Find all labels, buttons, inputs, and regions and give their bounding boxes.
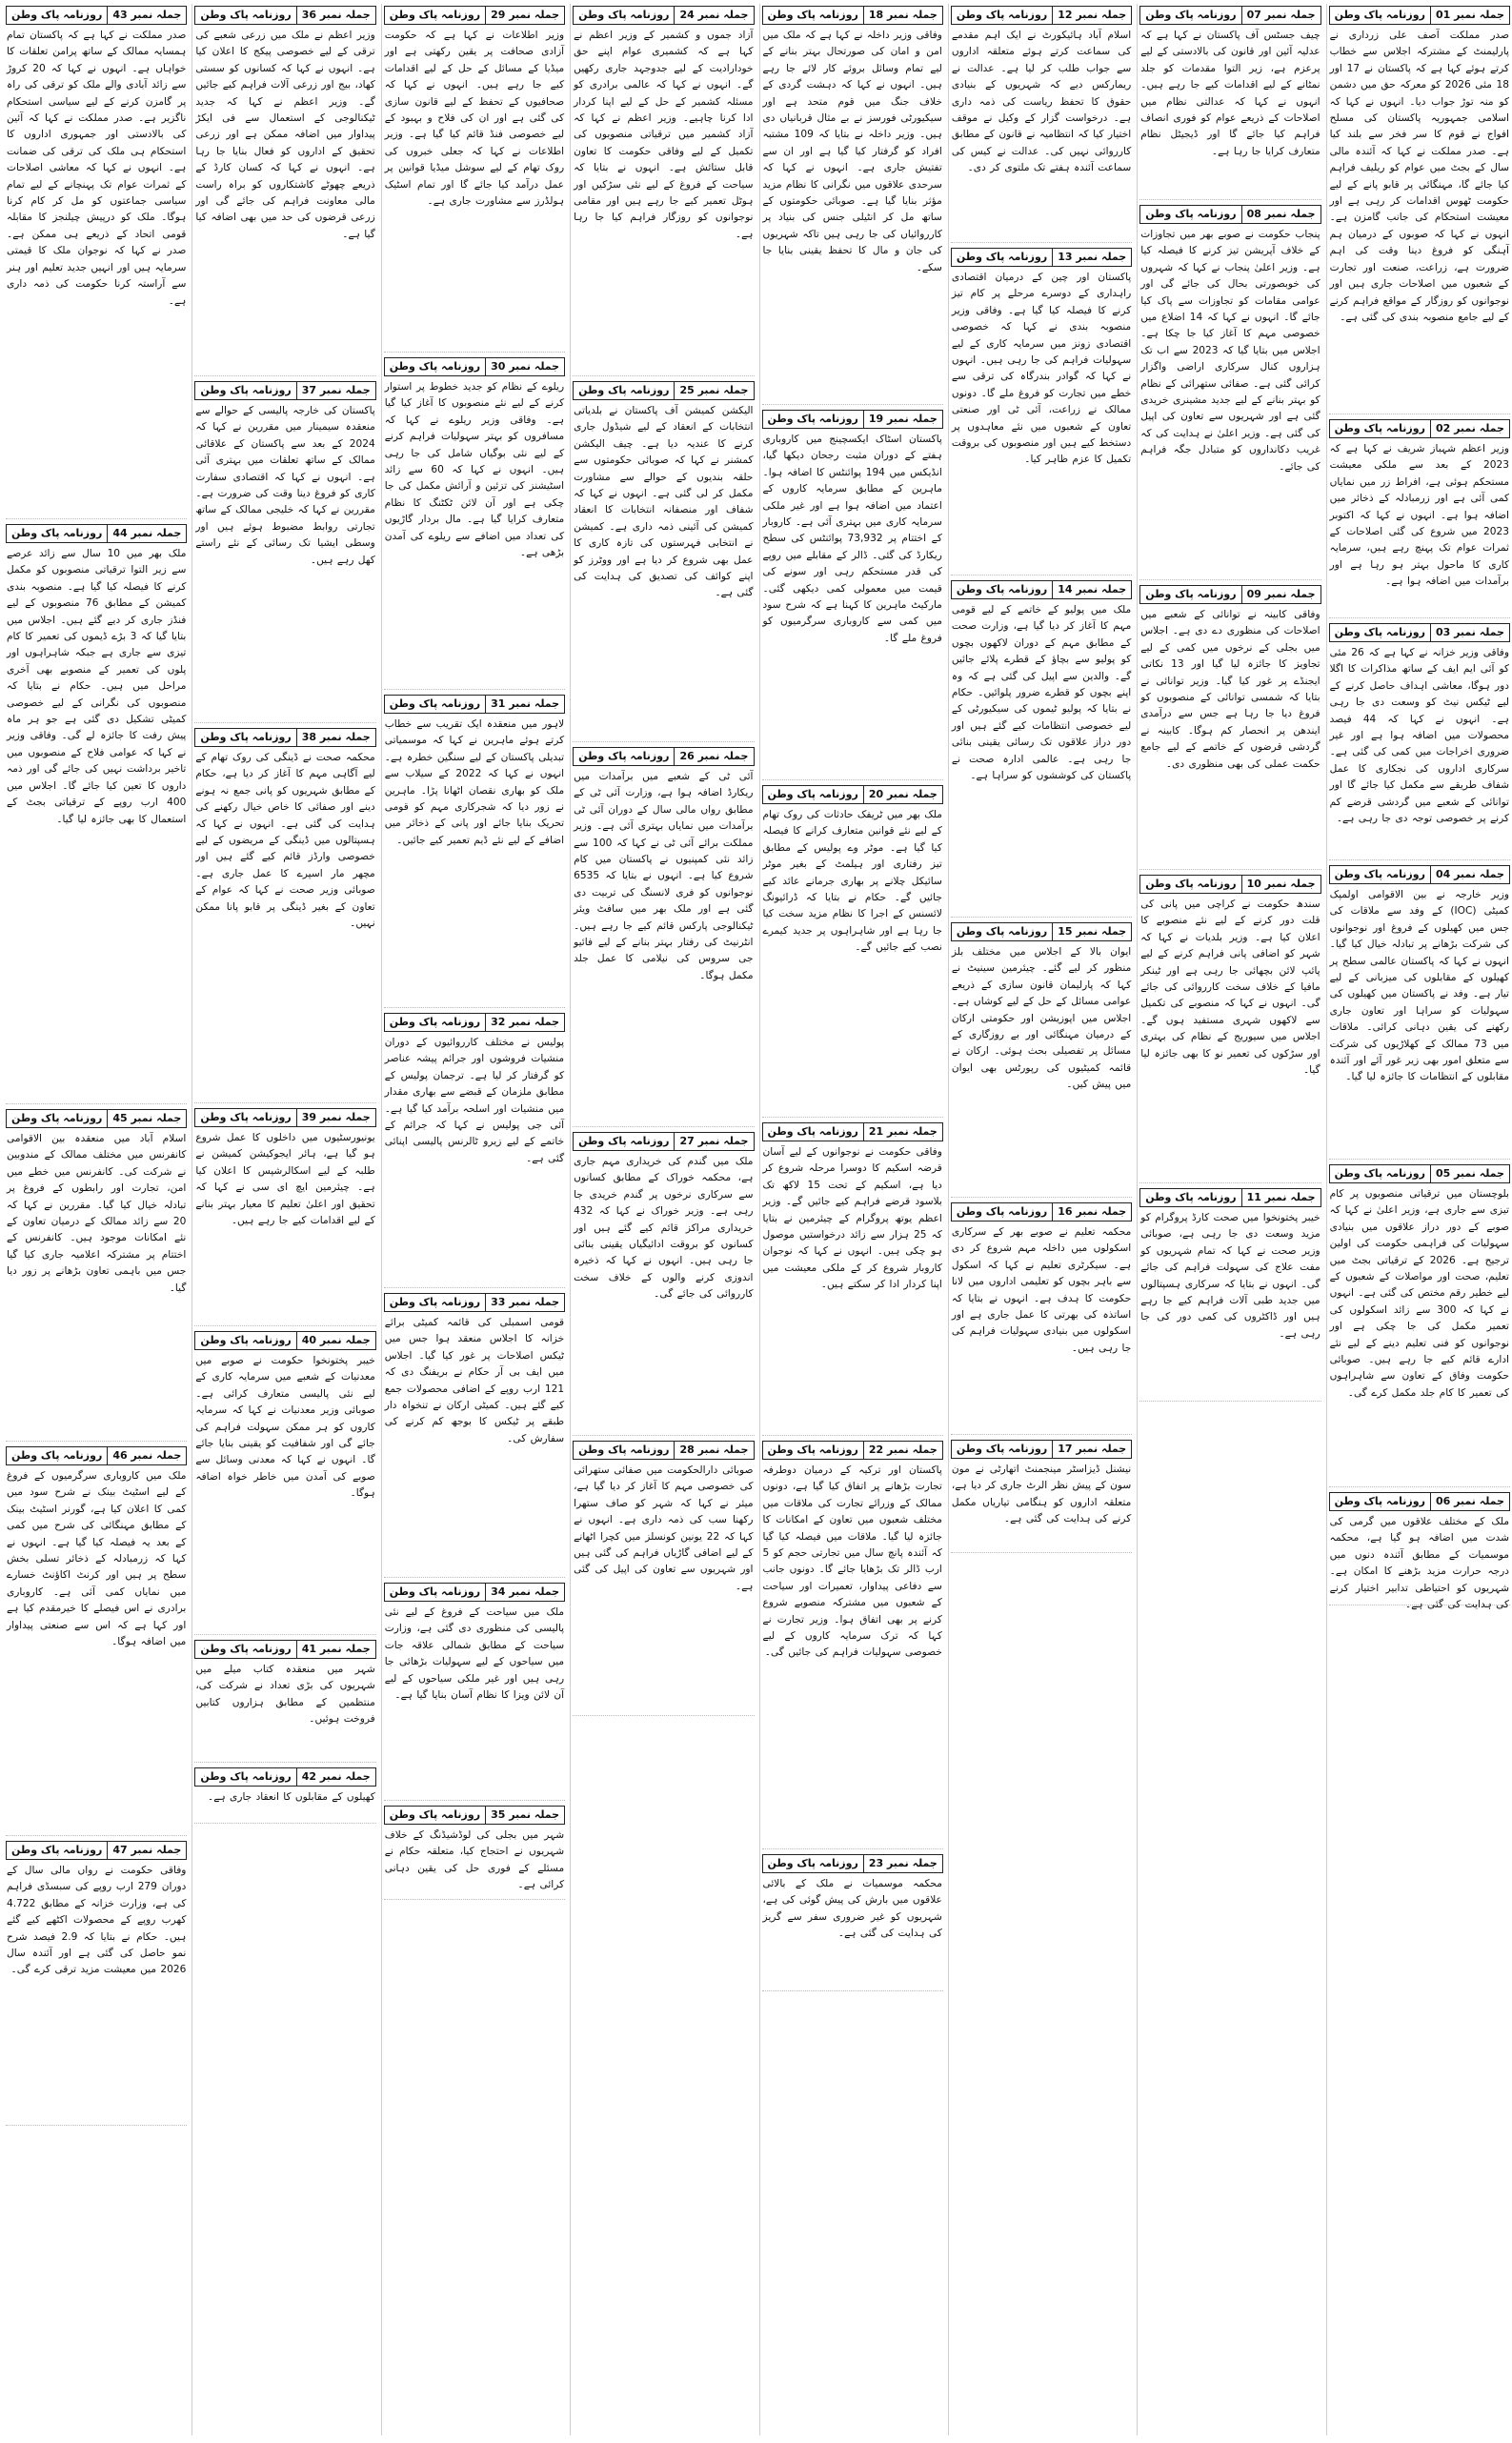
- news-clip: [384, 355, 565, 690]
- clip-header: [6, 1841, 187, 1860]
- news-clip: [384, 1291, 565, 1578]
- clip-text: ملک میں گندم کی خریداری مہم جاری ہے، محکمہ خوراک کے مطابق کسانوں سے سرکاری نرخوں پر گندم خریدی جا رہی ہے۔ وزیر خوراک نے کہا کہ 432 خریداری مراکز قائم کیے گئے ہیں اور کسانوں کو بروقت ادائیگیاں یقینی بنائی جا رہی ہیں۔ انہوں نے کہا کہ ذخیرہ اندوزی کرنے والوں کے خلاف سخت کارروائی کی جائے گی۔: [574, 1156, 754, 1301]
- clip-header: [194, 728, 375, 747]
- clip-header: [1139, 6, 1320, 25]
- clip-number: جملہ نمبر 16: [1052, 1203, 1131, 1221]
- clip-header: [6, 1446, 187, 1465]
- clip-header: [573, 381, 754, 400]
- clip-text: شہر میں منعقدہ کتاب میلے میں شہریوں کی بڑی تعداد نے شرکت کی، منتظمین کے مطابق ہزاروں کتابیں فروخت ہوئیں۔: [195, 1664, 375, 1726]
- news-clip: [951, 920, 1132, 1198]
- clip-text: صوبائی دارالحکومت میں صفائی ستھرائی کی خصوصی مہم کا آغاز کر دیا گیا ہے، میئر نے کہا کہ شہر کو صاف ستھرا رکھنا سب کی ذمہ داری ہے۔ انہوں نے کہا کہ 22 یونین کونسلز میں کچرا اٹھانے کے لیے اضافی گاڑیاں فراہم کی گئی ہیں اور شہریوں سے تعاون کی اپیل کی گئی ہے۔: [574, 1464, 754, 1592]
- news-clip: [1139, 583, 1320, 870]
- clip-number: جملہ نمبر 44: [107, 525, 186, 542]
- newspaper-name: روزنامہ پاک وطن: [1334, 1167, 1425, 1180]
- clip-number: جملہ نمبر 38: [296, 729, 375, 746]
- clip-number: جملہ نمبر 18: [863, 7, 942, 24]
- newspaper-name: روزنامہ پاک وطن: [11, 1449, 103, 1462]
- clip-header: [1139, 875, 1320, 894]
- clip-number: جملہ نمبر 06: [1430, 1493, 1509, 1510]
- clip-text: ملک میں کاروباری سرگرمیوں کے فروغ کے لیے اسٹیٹ بینک نے شرح سود میں کمی کا اعلان کیا ہے، گورنر اسٹیٹ بینک کے مطابق مہنگائی کی شرح میں کمی کے بعد یہ فیصلہ کیا گیا ہے۔ انہوں نے کہا کہ زرمبادلہ کے ذخائر تسلی بخش سطح پر ہیں اور کرنٹ اکاؤنٹ خسارے میں نمایاں کمی آئی ہے۔ کاروباری برادری نے اس فیصلے کا خیرمقدم کیا ہے اور کہا ہے کہ اس سے صنعتی پیداوار میں اضافہ ہوگا۔: [7, 1470, 187, 1648]
- news-clip: [6, 1107, 187, 1442]
- clip-number: جملہ نمبر 26: [674, 748, 753, 765]
- clip-header: [1329, 623, 1510, 642]
- news-clip: [194, 4, 375, 376]
- news-clip: [1329, 1490, 1510, 1611]
- clip-text: وفاقی حکومت نے نوجوانوں کے لیے آسان قرضہ اسکیم کا دوسرا مرحلہ شروع کر دیا ہے، اسکیم کے تحت 15 لاکھ تک بلاسود قرضے فراہم کیے جائیں گے۔ وزیر اعظم یوتھ پروگرام کے چیئرمین نے بتایا کہ 25 ہزار سے زائد درخواستیں موصول ہو چکی ہیں۔ انہوں نے کہا کہ نوجوان کاروبار شروع کر کے ملکی معیشت میں اپنا کردار ادا کر سکتے ہیں۔: [762, 1146, 942, 1291]
- clip-text: شہر میں بجلی کی لوڈشیڈنگ کے خلاف شہریوں نے احتجاج کیا، متعلقہ حکام نے مسئلے کے فوری حل کی یقین دہانی کرائی ہے۔: [384, 1829, 565, 1891]
- column-8: [1326, 4, 1512, 2435]
- clip-number: جملہ نمبر 29: [485, 7, 564, 24]
- clip-text: کھیلوں کے مقابلوں کا انعقاد جاری ہے۔: [208, 1791, 375, 1803]
- news-clip: [573, 4, 754, 376]
- newspaper-name: روزنامہ پاک وطن: [389, 360, 481, 373]
- news-clip: [384, 1804, 565, 1900]
- news-clip: [762, 1852, 943, 1991]
- clip-number: جملہ نمبر 23: [863, 1855, 942, 1872]
- newspaper-name: روزنامہ پاک وطن: [1334, 422, 1425, 434]
- clip-header: [1139, 205, 1320, 224]
- clip-header: [384, 1583, 565, 1602]
- clip-header: [384, 1013, 565, 1032]
- clip-header: [384, 357, 565, 376]
- newspaper-name: روزنامہ پاک وطن: [389, 1808, 481, 1821]
- clip-text: محکمہ صحت نے ڈینگی کی روک تھام کے لیے آگاہی مہم کا آغاز کر دیا ہے، حکام کے مطابق شہریوں کو پانی جمع نہ ہونے دینے اور صفائی کا خاص خیال رکھنے کی ہدایت کی گئی ہے۔ انہوں نے کہا کہ ہسپتالوں میں ڈینگی کے مریضوں کے لیے خصوصی وارڈز قائم کیے گئے ہیں اور مچھر مار اسپرے کا عمل جاری ہے۔ صوبائی وزیر صحت نے کہا کہ عوام کے تعاون کے بغیر ڈینگی پر قابو پانا ممکن نہیں۔: [195, 752, 375, 930]
- clip-header: [1329, 419, 1510, 438]
- clip-header: [951, 580, 1132, 599]
- clip-text: ملک بھر میں ٹریفک حادثات کی روک تھام کے لیے نئے قوانین متعارف کرانے کا فیصلہ کیا گیا ہے۔ موٹر وے پولیس کے مطابق تیز رفتاری اور ہیلمٹ کے بغیر موٹر سائیکل چلانے پر بھاری جرمانے عائد کیے جائیں گے۔ حکام نے بتایا کہ ڈرائیونگ لائسنس کے اجرا کا نظام مزید سخت کیا جا رہا ہے اور شاہراہوں پر جدید کیمرے نصب کیے جائیں گے۔: [762, 809, 942, 954]
- clip-header: [1329, 6, 1510, 25]
- newspaper-name: روزنامہ پاک وطن: [1334, 868, 1425, 880]
- news-clip: [6, 522, 187, 1104]
- clip-number: جملہ نمبر 07: [1241, 7, 1320, 24]
- clip-header: [762, 1122, 943, 1141]
- clip-text: یونیورسٹیوں میں داخلوں کا عمل شروع ہو گیا ہے، ہائر ایجوکیشن کمیشن نے طلبہ کے لیے اسکالرشپس کا اعلان کیا ہے۔ چیئرمین ایچ ای سی نے کہا کہ تحقیق اور اعلیٰ تعلیم کا معیار بہتر بنانے کے لیے اقدامات کیے جا رہے ہیں۔: [195, 1132, 375, 1227]
- newspaper-name: روزنامہ پاک وطن: [200, 384, 292, 396]
- clip-number: جملہ نمبر 02: [1430, 420, 1509, 437]
- clip-number: جملہ نمبر 32: [485, 1014, 564, 1031]
- newspaper-name: روزنامہ پاک وطن: [956, 1205, 1048, 1218]
- news-clip: [762, 1121, 943, 1436]
- clip-text: لاہور میں منعقدہ ایک تقریب سے خطاب کرتے ہوئے ماہرین نے کہا کہ موسمیاتی تبدیلی پاکستان کے لیے سنگین خطرہ ہے۔ انہوں نے کہا کہ 2022 کے سیلاب سے ملک کو بھاری نقصان اٹھانا پڑا۔ ماہرین نے زور دیا کہ شجرکاری مہم کو قومی تحریک بنایا جائے اور پانی کے ذخائر میں اضافے کے لیے نئے ڈیم تعمیر کیے جائیں۔: [384, 718, 565, 846]
- clip-text: پاکستان کی خارجہ پالیسی کے حوالے سے منعقدہ سیمینار میں مقررین نے کہا کہ 2024 کے بعد سے پاکستان کے علاقائی ممالک کے ساتھ تعلقات میں بہتری آئی ہے۔ انہوں نے کہا کہ اقتصادی سفارت کاری کو فروغ دینا وقت کی ضرورت ہے۔ مقررین نے کہا کہ خلیجی ممالک کے ساتھ تجارتی روابط مضبوط ہوئے ہیں اور وسطی ایشیا تک رسائی کے نئے راستے کھل رہے ہیں۔: [195, 405, 375, 566]
- clip-number: جملہ نمبر 39: [296, 1109, 375, 1126]
- newspaper-name: روزنامہ پاک وطن: [389, 697, 481, 710]
- clip-header: [762, 6, 943, 25]
- clip-header: [1329, 1164, 1510, 1183]
- news-clip: [1139, 4, 1320, 200]
- clip-header: [6, 524, 187, 543]
- column-6: [948, 4, 1134, 2435]
- clip-number: جملہ نمبر 01: [1430, 7, 1509, 24]
- clip-header: [951, 1202, 1132, 1222]
- clip-header: [194, 1640, 375, 1659]
- clip-text: صدر مملکت آصف علی زرداری نے پارلیمنٹ کے مشترکہ اجلاس سے خطاب کرتے ہوئے کہا ہے کہ پاکستان نے 17 اور 18 مئی 2026 کو معرکہ حق میں دشمن کو منہ توڑ جواب دیا۔ انہوں نے کہا کہ اسلامی جمہوریہ پاکستان کی مسلح افواج نے قوم کا سر فخر سے بلند کیا ہے۔ صدر مملکت نے کہا کہ آئندہ مالی سال کے بجٹ میں عوام کو ریلیف فراہم کیا جائے گا، مہنگائی پر قابو پانے کے لیے حکومت ٹھوس اقدامات کر رہی ہے اور معیشت استحکام کی جانب گامزن ہے۔ انہوں نے کہا کہ صوبوں کے درمیان ہم آہنگی کو فروغ دینا وقت کی اہم ضرورت ہے، زراعت، صنعت اور تجارت کے شعبوں میں اصلاحات جاری ہیں اور نوجوانوں کو روزگار کے مواقع فراہم کرنے کے لیے جامع منصوبہ بندی کی گئی ہے۔: [1329, 30, 1509, 323]
- newspaper-name: روزنامہ پاک وطن: [578, 750, 670, 762]
- news-clip: [194, 1106, 375, 1326]
- newspaper-name: روزنامہ پاک وطن: [200, 1643, 292, 1655]
- clip-header: [951, 6, 1132, 25]
- clip-header: [384, 1293, 565, 1312]
- newspaper-name: روزنامہ پاک وطن: [1145, 878, 1237, 890]
- newspaper-name: روزنامہ پاک وطن: [1145, 9, 1237, 21]
- clip-number: جملہ نمبر 33: [485, 1294, 564, 1311]
- clip-number: جملہ نمبر 24: [674, 7, 753, 24]
- news-clip: [6, 4, 187, 519]
- clip-number: جملہ نمبر 14: [1052, 581, 1131, 598]
- clip-header: [1139, 1188, 1320, 1207]
- news-clip: [1329, 417, 1510, 618]
- clip-text: وفاقی وزیر خزانہ نے کہا ہے کہ 26 مئی کو آئی ایم ایف کے ساتھ مذاکرات کا اگلا دور ہوگا، معاشی اہداف حاصل کرنے کے لیے ٹیکس نیٹ کو وسعت دی جا رہی ہے۔ انہوں نے کہا کہ 44 فیصد محصولات میں اضافہ ہوا ہے اور غیر ضروری اخراجات میں کمی کی گئی ہے۔ سرکاری اداروں کی نجکاری کا عمل شفاف طریقے سے مکمل کیا جائے گا اور توانائی کے شعبے میں گردشی قرضے کم کرنے پر خصوصی توجہ دی جا رہی ہے۔: [1329, 647, 1509, 825]
- clip-text: صدر مملکت نے کہا ہے کہ پاکستان تمام ہمسایہ ممالک کے ساتھ پرامن تعلقات کا خواہاں ہے۔ انہوں نے کہا کہ 20 کروڑ سے زائد آبادی والے ملک کو ترقی کی راہ پر گامزن کرنے کے لیے سیاسی استحکام ناگزیر ہے۔ صدر مملکت نے کہا کہ آئین کی بالادستی اور جمہوری اداروں کا استحکام ہی ملک کی ترقی کی ضمانت ہے۔ انہوں نے کہا کہ معاشی اصلاحات کے ثمرات عوام تک پہنچانے کے لیے تمام سیاسی جماعتوں کو مل کر کام کرنا ہوگا۔ ملک کو درپیش چیلنجز کا مقابلہ قومی اتحاد کے ذریعے ہی ممکن ہے۔ صدر نے کہا کہ نوجوان ملک کا قیمتی سرمایہ ہیں اور انہیں جدید تعلیم اور ہنر سے آراستہ کرنا حکومت کی ذمہ داری ہے۔: [7, 30, 187, 307]
- clip-number: جملہ نمبر 10: [1241, 876, 1320, 893]
- clip-number: جملہ نمبر 31: [485, 696, 564, 713]
- clip-number: جملہ نمبر 45: [107, 1110, 186, 1127]
- column-2: [192, 4, 377, 2435]
- column-3: [381, 4, 567, 2435]
- clip-text: محکمہ موسمیات نے ملک کے بالائی علاقوں میں بارش کی پیش گوئی کی ہے، شہریوں کو غیر ضروری سفر سے گریز کی ہدایت کی گئی ہے۔: [762, 1878, 942, 1940]
- news-clip: [6, 1444, 187, 1836]
- clip-text: بلوچستان میں ترقیاتی منصوبوں پر کام تیزی سے جاری ہے، وزیر اعلیٰ نے کہا کہ صوبے کے دور دراز علاقوں میں بنیادی سہولیات کی فراہمی حکومت کی اولین ترجیح ہے۔ 2026 کے ترقیاتی بجٹ میں تعلیم، صحت اور مواصلات کے شعبوں کے لیے خطیر رقم مختص کی گئی ہے۔ انہوں نے کہا کہ 300 سے زائد اسکولوں کی تعمیر مکمل کی جا چکی ہے اور نوجوانوں کو فنی تعلیم دینے کے لیے نئے ادارے قائم کیے جا رہے ہیں۔ صوبائی حکومت وفاق کے تعاون سے شاہراہوں کی تعمیر کا کام جلد مکمل کرے گی۔: [1329, 1188, 1510, 1399]
- newspaper-name: روزنامہ پاک وطن: [200, 1334, 292, 1346]
- clip-number: جملہ نمبر 27: [674, 1133, 753, 1150]
- clip-number: جملہ نمبر 43: [107, 7, 186, 24]
- clip-header: [573, 1441, 754, 1460]
- newspaper-name: روزنامہ پاک وطن: [767, 9, 858, 21]
- news-clip: [951, 1201, 1132, 1435]
- clip-header: [1139, 585, 1320, 604]
- news-clip: [762, 783, 943, 1118]
- clip-text: اسلام آباد ہائیکورٹ نے ایک اہم مقدمے کی سماعت کرتے ہوئے متعلقہ اداروں سے جواب طلب کر لیا ہے۔ عدالت نے ریمارکس دیے کہ شہریوں کے بنیادی حقوق کا تحفظ ریاست کی ذمہ داری ہے۔ درخواست گزار کے وکیل نے موقف اختیار کیا کہ انتظامیہ نے قانون کے مطابق کارروائی نہیں کی۔ عدالت نے کیس کی سماعت آئندہ ہفتے تک ملتوی کر دی۔: [951, 30, 1132, 174]
- clip-header: [194, 6, 375, 25]
- news-clip: [951, 246, 1132, 575]
- newspaper-name: روزنامہ پاک وطن: [956, 251, 1048, 263]
- newspaper-name: روزنامہ پاک وطن: [1145, 1191, 1237, 1203]
- news-clip: [951, 4, 1132, 243]
- newspaper-name: روزنامہ پاک وطن: [11, 1844, 103, 1856]
- clip-text: چیف جسٹس آف پاکستان نے کہا ہے کہ عدلیہ آئین اور قانون کی بالادستی کے لیے پرعزم ہے، زیر التوا مقدمات کو جلد نمٹانے کے لیے اقدامات کیے جا رہے ہیں۔ انہوں نے کہا کہ عدالتی نظام میں اصلاحات کے ذریعے عوام کو فوری انصاف فراہم کیا جائے گا اور ڈیجیٹل نظام متعارف کرایا جا رہا ہے۔: [1140, 30, 1320, 157]
- clip-header: [6, 6, 187, 25]
- clip-header: [194, 1331, 375, 1350]
- clip-header: [573, 6, 754, 25]
- news-clip: [194, 1766, 375, 1824]
- clip-text: ملک میں سیاحت کے فروغ کے لیے نئی پالیسی کی منظوری دی گئی ہے، وزارت سیاحت کے مطابق شمالی علاقہ جات میں سیاحوں کے لیے سہولیات بڑھائی جا رہی ہیں اور غیر ملکی سیاحوں کے لیے آن لائن ویزا کا نظام آسان بنایا گیا ہے۔: [384, 1606, 565, 1702]
- clip-header: [1329, 865, 1510, 884]
- clip-number: جملہ نمبر 21: [863, 1123, 942, 1141]
- newspaper-page: [4, 4, 1510, 2435]
- news-clip: [762, 408, 943, 780]
- clip-text: پاکستان اسٹاک ایکسچینج میں کاروباری ہفتے کے دوران مثبت رجحان دیکھا گیا، انڈیکس میں 194 پوائنٹس کا اضافہ ہوا۔ ماہرین کے مطابق سرمایہ کاروں کے اعتماد میں اضافہ ہوا ہے اور غیر ملکی سرمایہ کاری میں بہتری آئی ہے۔ کاروبار کے اختتام پر 73,932 پوائنٹس کی سطح ریکارڈ کی گئی۔ ڈالر کے مقابلے میں روپے کی قدر مستحکم رہی اور سونے کی قیمت میں معمولی کمی دیکھی گئی۔ مارکیٹ ماہرین کا کہنا ہے کہ شرح سود میں کمی سے کاروباری سرگرمیوں کو فروغ ملے گا۔: [762, 434, 942, 644]
- news-clip: [951, 578, 1132, 918]
- newspaper-name: روزنامہ پاک وطن: [389, 1296, 481, 1308]
- news-clip: [573, 1130, 754, 1436]
- news-clip: [6, 1839, 187, 2126]
- clip-header: [194, 1767, 375, 1787]
- clip-header: [6, 1109, 187, 1128]
- newspaper-name: روزنامہ پاک وطن: [767, 413, 858, 425]
- newspaper-name: روزنامہ پاک وطن: [578, 384, 670, 396]
- newspaper-name: روزنامہ پاک وطن: [200, 1770, 292, 1783]
- clip-text: خیبر پختونخوا حکومت نے صوبے میں معدنیات کے شعبے میں سرمایہ کاری کے لیے نئی پالیسی متعارف کرائی ہے۔ صوبائی وزیر معدنیات نے کہا کہ سرمایہ کاروں کو ہر ممکن سہولت فراہم کی جائے گی اور شفافیت کو یقینی بنایا جائے گا۔ انہوں نے کہا کہ معدنی وسائل سے صوبے کی آمدن میں خاطر خواہ اضافہ ہوگا۔: [195, 1355, 375, 1500]
- clip-text: وزیر اعظم شہباز شریف نے کہا ہے کہ 2023 کے بعد سے ملکی معیشت مستحکم ہوئی ہے، افراط زر میں نمایاں کمی آئی ہے اور زرمبادلہ کے ذخائر میں اضافہ ہوا ہے۔ انہوں نے کہا کہ اکتوبر 2023 میں شروع کی گئی اصلاحات کے ثمرات عوام تک پہنچ رہے ہیں، سرمایہ کاری کا ماحول بہتر ہو رہا ہے اور برآمدات میں اضافہ ہوا ہے۔: [1329, 443, 1509, 588]
- clip-header: [951, 1440, 1132, 1459]
- newspaper-name: روزنامہ پاک وطن: [956, 583, 1048, 596]
- clip-text: نیشنل ڈیزاسٹر مینجمنٹ اتھارٹی نے مون سون کے پیش نظر الرٹ جاری کر دیا ہے، متعلقہ اداروں کو ہنگامی تیاریاں مکمل کرنے کی ہدایت کی گئی ہے۔: [951, 1464, 1132, 1525]
- clip-header: [951, 922, 1132, 941]
- clip-text: الیکشن کمیشن آف پاکستان نے بلدیاتی انتخابات کے انعقاد کے لیے شیڈول جاری کرنے کا عندیہ دیا ہے۔ چیف الیکشن کمشنر نے کہا کہ صوبائی حکومتوں سے حلقہ بندیوں کے حوالے سے مشاورت مکمل کر لی گئی ہے۔ انہوں نے کہا کہ شفاف اور منصفانہ انتخابات کا انعقاد کمیشن کی آئینی ذمہ داری ہے۔ کمیشن نے انتخابی فہرستوں کی تازہ کاری کا عمل بھی شروع کر دیا ہے اور ووٹرز کو اپنے کوائف کی تصدیق کی ہدایت کی گئی ہے۔: [574, 405, 754, 599]
- clip-number: جملہ نمبر 42: [296, 1768, 375, 1786]
- clip-header: [1329, 1492, 1510, 1511]
- clip-number: جملہ نمبر 08: [1241, 206, 1320, 223]
- clip-text: اسلام آباد میں منعقدہ بین الاقوامی کانفرنس میں مختلف ممالک کے مندوبین نے شرکت کی۔ کانفرنس میں خطے میں امن، تجارت اور رابطوں کے فروغ پر تبادلہ خیال کیا گیا۔ مقررین نے کہا کہ 20 سے زائد ممالک کے درمیان تعاون کے نئے امکانات موجود ہیں۔ کانفرنس کے اختتام پر مشترکہ اعلامیہ جاری کیا گیا جس میں باہمی تعاون بڑھانے پر زور دیا گیا۔: [7, 1133, 187, 1294]
- clip-text: قومی اسمبلی کی قائمہ کمیٹی برائے خزانہ کا اجلاس منعقد ہوا جس میں ٹیکس اصلاحات پر غور کیا گیا۔ اجلاس میں ایف بی آر حکام نے بریفنگ دی کہ 121 ارب روپے کے اضافی محصولات جمع کیے گئے ہیں۔ کمیٹی ارکان نے تنخواہ دار طبقے پر ٹیکس کا بوجھ کم کرنے کی سفارش کی۔: [384, 1317, 565, 1444]
- clip-number: جملہ نمبر 15: [1052, 923, 1131, 940]
- clip-text: ملک بھر میں 10 سال سے زائد عرصے سے زیر التوا ترقیاتی منصوبوں کو مکمل کرنے کا فیصلہ کیا گیا ہے۔ منصوبہ بندی کمیشن کے مطابق 76 منصوبوں کے لیے فنڈز جاری کر دیے گئے ہیں۔ اجلاس میں بتایا گیا کہ 3 بڑے ڈیموں کی تعمیر کا کام تیزی سے جاری ہے جبکہ شاہراہوں اور پلوں کی تعمیر کے منصوبے بھی آخری مراحل میں ہیں۔ حکام نے بتایا کہ منصوبوں کی نگرانی کے لیے خصوصی کمیٹی تشکیل دی گئی ہے جو ہر ماہ پیش رفت کا جائزہ لے گی۔ وفاقی وزیر نے کہا کہ عوامی فلاح کے منصوبوں میں تاخیر برداشت نہیں کی جائے گی اور ذمہ داروں کا تعین کیا جائے گا۔ اجلاس میں 400 ارب روپے کے ترقیاتی بجٹ کے استعمال کا بھی جائزہ لیا گیا۔: [7, 548, 187, 825]
- clip-header: [951, 248, 1132, 267]
- clip-header: [762, 410, 943, 429]
- clip-number: جملہ نمبر 13: [1052, 249, 1131, 266]
- newspaper-name: روزنامہ پاک وطن: [389, 1016, 481, 1028]
- clip-header: [573, 747, 754, 766]
- newspaper-name: روزنامہ پاک وطن: [956, 925, 1048, 938]
- clip-number: جملہ نمبر 11: [1241, 1189, 1320, 1206]
- clip-header: [384, 1806, 565, 1825]
- newspaper-name: روزنامہ پاک وطن: [956, 9, 1048, 21]
- clip-header: [194, 381, 375, 400]
- clip-number: جملہ نمبر 37: [296, 382, 375, 399]
- clip-number: جملہ نمبر 25: [674, 382, 753, 399]
- news-clip: [1139, 873, 1320, 1183]
- clip-number: جملہ نمبر 19: [863, 411, 942, 428]
- newspaper-name: روزنامہ پاک وطن: [767, 1857, 858, 1869]
- news-clip: [1139, 203, 1320, 580]
- news-clip: [1329, 621, 1510, 860]
- clip-text: وفاقی حکومت نے رواں مالی سال کے دوران 279 ارب روپے کی سبسڈی فراہم کی ہے، وزارت خزانہ کے مطابق 4.722 کھرب روپے کے محصولات اکٹھے کیے گئے ہیں۔ حکام نے بتایا کہ 2.9 فیصد شرح نمو حاصل کی گئی ہے اور آئندہ سال 2026 میں معیشت مزید ترقی کرے گی۔: [7, 1865, 187, 1976]
- news-clip: [194, 379, 375, 723]
- clip-header: [384, 695, 565, 714]
- newspaper-name: روزنامہ پاک وطن: [1334, 9, 1425, 21]
- clip-number: جملہ نمبر 46: [107, 1447, 186, 1464]
- clip-text: پولیس نے مختلف کارروائیوں کے دوران منشیات فروشوں اور جرائم پیشہ عناصر کو گرفتار کر لیا ہے۔ ترجمان پولیس کے مطابق ملزمان کے قبضے سے بھاری مقدار میں منشیات اور اسلحہ برآمد کیا گیا ہے۔ آئی جی پولیس نے کہا کہ جرائم کے خاتمے کے لیے زیرو ٹالرنس پالیسی اپنائی گئی ہے۔: [384, 1037, 565, 1164]
- clip-header: [384, 6, 565, 25]
- clip-number: جملہ نمبر 17: [1052, 1441, 1131, 1458]
- clip-number: جملہ نمبر 04: [1430, 866, 1509, 883]
- clip-text: ایوان بالا کے اجلاس میں مختلف بلز منظور کر لیے گئے۔ چیئرمین سینیٹ نے کہا کہ پارلیمان قانون سازی کے ذریعے عوامی مسائل کے حل کے لیے کوشاں ہے۔ اجلاس میں اپوزیشن اور حکومتی ارکان کے درمیان مہنگائی اور بے روزگاری کے مسائل پر تفصیلی بحث ہوئی۔ ارکان نے قائمہ کمیٹیوں کی رپورٹس بھی ایوان میں پیش کیں۔: [951, 946, 1132, 1091]
- clip-header: [762, 1441, 943, 1460]
- newspaper-name: روزنامہ پاک وطن: [1334, 626, 1425, 638]
- news-clip: [384, 1011, 565, 1288]
- clip-number: جملہ نمبر 34: [485, 1584, 564, 1601]
- newspaper-name: روزنامہ پاک وطن: [956, 1443, 1048, 1455]
- newspaper-name: روزنامہ پاک وطن: [578, 1135, 670, 1147]
- clip-text: خیبر پختونخوا میں صحت کارڈ پروگرام کو مزید وسعت دی جا رہی ہے، صوبائی وزیر صحت نے کہا کہ تمام شہریوں کو مفت علاج کی سہولت فراہم کی جائے گی۔ انہوں نے بتایا کہ سرکاری ہسپتالوں میں جدید طبی آلات فراہم کیے جا رہے ہیں اور ڈاکٹروں کی کمی دور کی جا رہی ہے۔: [1140, 1212, 1320, 1340]
- column-5: [759, 4, 945, 2435]
- newspaper-name: روزنامہ پاک وطن: [767, 788, 858, 800]
- newspaper-name: روزنامہ پاک وطن: [389, 9, 481, 21]
- news-clip: [1329, 863, 1510, 1160]
- news-clip: [384, 1581, 565, 1801]
- column-1: [4, 4, 189, 2435]
- clip-text: وفاقی کابینہ نے توانائی کے شعبے میں اصلاحات کی منظوری دے دی ہے۔ اجلاس میں بجلی کے نرخوں میں کمی کے لیے تجاویز کا جائزہ لیا گیا اور 13 نکاتی ایجنڈے پر غور کیا گیا۔ وزیر توانائی نے بتایا کہ شمسی توانائی کے منصوبوں کو فروغ دیا جا رہا ہے جس سے درآمدی ایندھن پر انحصار کم ہوگا۔ کابینہ نے گردشی قرضوں کے خاتمے کے لیے جامع حکمت عملی کی بھی منظوری دی۔: [1140, 609, 1320, 770]
- clip-header: [194, 1108, 375, 1127]
- clip-text: وزیر اعظم نے ملک میں زرعی شعبے کی ترقی کے لیے خصوصی پیکج کا اعلان کیا ہے۔ انہوں نے کہا کہ کسانوں کو سستی کھاد، بیج اور زرعی آلات فراہم کیے جائیں گے۔ وزیر اعظم نے کہا کہ جدید ٹیکنالوجی کے استعمال سے فی ایکڑ پیداوار میں اضافہ ممکن ہے اور زرعی تحقیق کے اداروں کو فعال بنایا جا رہا ہے۔ انہوں نے کہا کہ کسان کارڈ کے ذریعے چھوٹے کاشتکاروں کو براہ راست مالی معاونت فراہم کی جائے گی اور زرعی قرضوں کی حد میں بھی اضافہ کیا گیا ہے۔: [195, 30, 375, 240]
- newspaper-name: روزنامہ پاک وطن: [200, 731, 292, 743]
- clip-number: جملہ نمبر 35: [485, 1807, 564, 1824]
- clip-number: جملہ نمبر 03: [1430, 624, 1509, 641]
- clip-number: جملہ نمبر 12: [1052, 7, 1131, 24]
- clip-text: ملک میں پولیو کے خاتمے کے لیے قومی مہم کا آغاز کر دیا گیا ہے، وزارت صحت کے مطابق مہم کے دوران لاکھوں بچوں کو پولیو سے بچاؤ کے قطرے پلائے جائیں گے۔ والدین سے اپیل کی گئی ہے کہ وہ اپنے بچوں کو قطرے ضرور پلوائیں۔ حکام نے بتایا کہ پولیو ٹیموں کی سیکیورٹی کے لیے خصوصی انتظامات کیے گئے ہیں اور دور دراز علاقوں تک رسائی یقینی بنائی جا رہی ہے۔ عالمی ادارہ صحت نے پاکستان کی کوششوں کو سراہا ہے۔: [951, 604, 1132, 782]
- clip-text: ملک کے مختلف علاقوں میں گرمی کی شدت میں اضافہ ہو گیا ہے، محکمہ موسمیات کے مطابق آئندہ دنوں میں درجہ حرارت مزید بڑھنے کا امکان ہے۔ شہریوں کو احتیاطی تدابیر اختیار کرنے کی ہدایت کی گئی ہے۔: [1329, 1516, 1509, 1611]
- clip-number: جملہ نمبر 05: [1430, 1165, 1509, 1182]
- newspaper-name: روزنامہ پاک وطن: [1334, 1495, 1425, 1507]
- newspaper-name: روزنامہ پاک وطن: [767, 1444, 858, 1456]
- news-clip: [573, 1439, 754, 1716]
- news-clip: [194, 726, 375, 1103]
- newspaper-name: روزنامہ پاک وطن: [11, 527, 103, 539]
- clip-text: وزیر اطلاعات نے کہا ہے کہ حکومت آزادی صحافت پر یقین رکھتی ہے اور میڈیا کے مسائل کے حل کے لیے اقدامات کیے جا رہے ہیں۔ انہوں نے کہا کہ صحافیوں کے تحفظ کے لیے قانون سازی کی گئی ہے اور ان کی فلاح و بہبود کے لیے خصوصی فنڈ قائم کیا گیا ہے۔ وزیر اطلاعات نے کہا کہ جعلی خبروں کی روک تھام کے لیے سوشل میڈیا قوانین پر عمل درآمد کیا جائے گا اور تمام اسٹیک ہولڈرز سے مشاورت جاری ہے۔: [384, 30, 565, 208]
- newspaper-name: روزنامہ پاک وطن: [11, 9, 103, 21]
- news-clip: [384, 693, 565, 1008]
- clip-text: آزاد جموں و کشمیر کے وزیر اعظم نے کہا ہے کہ کشمیری عوام اپنے حق خودارادیت کے لیے جدوجہد جاری رکھیں گے۔ انہوں نے کہا کہ عالمی برادری کو مسئلہ کشمیر کے حل کے لیے اپنا کردار ادا کرنا چاہیے۔ وزیر اعظم نے کہا کہ آزاد کشمیر میں ترقیاتی منصوبوں کی تکمیل کے لیے وفاقی حکومت کا تعاون قابل ستائش ہے۔ انہوں نے بتایا کہ سیاحت کے فروغ کے لیے نئی سڑکیں اور ہوٹل تعمیر کیے جا رہے ہیں اور مقامی نوجوانوں کو روزگار فراہم کیا جا رہا ہے۔: [574, 30, 754, 240]
- clip-header: [573, 1132, 754, 1151]
- news-clip: [573, 745, 754, 1127]
- news-clip: [194, 1638, 375, 1763]
- clip-number: جملہ نمبر 41: [296, 1641, 375, 1658]
- newspaper-name: روزنامہ پاک وطن: [1145, 208, 1237, 220]
- news-clip: [573, 379, 754, 742]
- clip-text: پاکستان اور چین کے درمیان اقتصادی راہداری کے دوسرے مرحلے پر کام تیز کرنے کا فیصلہ کیا گیا ہے۔ وفاقی وزیر منصوبہ بندی نے کہا کہ خصوصی اقتصادی زونز میں سرمایہ کاری کے لیے سہولیات فراہم کی جا رہی ہیں۔ انہوں نے کہا کہ گوادر بندرگاہ کی ترقی سے خطے میں تجارت کو فروغ ملے گا۔ دونوں ممالک نے زراعت، آئی ٹی اور صنعتی تعاون کے شعبوں میں نئے معاہدوں پر دستخط کیے ہیں اور منصوبوں کی بروقت تکمیل کا عزم ظاہر کیا۔: [951, 272, 1132, 466]
- newspaper-name: روزنامہ پاک وطن: [767, 1125, 858, 1138]
- clip-text: وفاقی وزیر داخلہ نے کہا ہے کہ ملک میں امن و امان کی صورتحال بہتر بنانے کے لیے تمام وسائل بروئے کار لائے جا رہے ہیں۔ انہوں نے کہا کہ دہشت گردی کے خلاف جنگ میں قوم متحد ہے اور سیکیورٹی فورسز نے بے مثال قربانیاں دی ہیں۔ وزیر داخلہ نے بتایا کہ 109 مشتبہ افراد کو گرفتار کیا گیا ہے اور ان سے تفتیش جاری ہے۔ انہوں نے کہا کہ سرحدی علاقوں میں نگرانی کا نظام مزید مؤثر بنایا گیا ہے۔ صوبائی حکومتوں کے ساتھ مل کر انٹیلی جنس کی بنیاد پر کارروائیاں کی جا رہی ہیں تاکہ شہریوں کی جان و مال کا تحفظ یقینی بنایا جا سکے۔: [762, 30, 942, 273]
- clip-number: جملہ نمبر 09: [1241, 586, 1320, 603]
- clip-text: پاکستان اور ترکیہ کے درمیان دوطرفہ تجارت بڑھانے پر اتفاق کیا گیا ہے، دونوں ممالک کے وزرائے تجارت کی ملاقات میں مختلف شعبوں میں تعاون کے امکانات کا جائزہ لیا گیا۔ ملاقات میں فیصلہ کیا گیا کہ آئندہ پانچ سال میں تجارتی حجم کو 5 ارب ڈالر تک بڑھایا جائے گا۔ دونوں جانب سے دفاعی پیداوار، تعمیرات اور سیاحت کے شعبوں میں مشترکہ منصوبے شروع کرنے پر بھی اتفاق ہوا۔ وزیر تجارت نے کہا کہ ترک سرمایہ کاروں کے لیے خصوصی سہولیات فراہم کی جائیں گی۔: [762, 1464, 942, 1659]
- clip-header: [762, 785, 943, 804]
- clip-number: جملہ نمبر 30: [485, 358, 564, 375]
- column-4: [570, 4, 756, 2435]
- newspaper-name: روزنامہ پاک وطن: [200, 9, 292, 21]
- news-clip: [1139, 1186, 1320, 1402]
- clip-number: جملہ نمبر 40: [296, 1332, 375, 1349]
- clip-text: سندھ حکومت نے کراچی میں پانی کی قلت دور کرنے کے لیے نئے منصوبے کا اعلان کیا ہے۔ وزیر بلدیات نے کہا کہ شہر کو اضافی پانی فراہم کرنے کے لیے پائپ لائن بچھائی جا رہی ہے اور ٹینکر مافیا کے خلاف سخت کارروائی کی جائے گی۔ انہوں نے کہا کہ منصوبے کی تکمیل سے لاکھوں شہری مستفید ہوں گے۔ اجلاس میں سیوریج کے نظام کی بہتری اور سڑکوں کی تعمیر نو کا بھی جائزہ لیا گیا۔: [1140, 898, 1320, 1077]
- news-clip: [951, 1438, 1132, 1553]
- news-clip: [762, 1439, 943, 1849]
- news-clip: [1329, 1162, 1510, 1487]
- clip-number: جملہ نمبر 28: [674, 1442, 753, 1459]
- newspaper-name: روزنامہ پاک وطن: [200, 1111, 292, 1123]
- clip-header: [762, 1854, 943, 1873]
- column-7: [1137, 4, 1322, 2435]
- clip-number: جملہ نمبر 20: [863, 786, 942, 803]
- news-clip: [1329, 4, 1510, 414]
- clip-text: وزیر خارجہ نے بین الاقوامی اولمپک کمیٹی (IOC) کے وفد سے ملاقات کی جس میں کھیلوں کے فروغ اور نوجوانوں کی شرکت بڑھانے پر تبادلہ خیال کیا گیا۔ انہوں نے کہا کہ پاکستان عالمی سطح پر کھیلوں کے مقابلوں کی میزبانی کے لیے تیار ہے۔ وفد نے پاکستان میں کھیلوں کی سہولیات کو سراہا اور تعاون جاری رکھنے کی یقین دہانی کرائی۔ ملاقات میں 73 ممالک کے کھلاڑیوں کی شرکت سے متعلق امور بھی زیر غور آئے اور آئندہ مقابلوں کے انتظامات کا جائزہ لیا گیا۔: [1329, 889, 1509, 1083]
- clip-text: پنجاب حکومت نے صوبے بھر میں تجاوزات کے خلاف آپریشن تیز کرنے کا فیصلہ کیا ہے۔ وزیر اعلیٰ پنجاب نے کہا کہ شہروں کی خوبصورتی بحال کی جائے گی اور عوامی مقامات کو تجاوزات سے پاک کیا جائے گا۔ انہوں نے کہا کہ 14 اضلاع میں خصوصی مہم کا آغاز کیا جا چکا ہے۔ اجلاس میں بتایا گیا کہ 2023 سے اب تک ہزاروں کنال سرکاری اراضی واگزار کرائی گئی ہے۔ صفائی ستھرائی کے نظام کو بہتر بنانے کے لیے جدید مشینری خریدی گئی ہے اور شہریوں سے تعاون کی اپیل کی گئی ہے۔ وزیر اعلیٰ نے ہدایت کی کہ غریب دکانداروں کو متبادل جگہ فراہم کی جائے۔: [1140, 229, 1320, 473]
- newspaper-name: روزنامہ پاک وطن: [578, 9, 670, 21]
- newspaper-name: روزنامہ پاک وطن: [578, 1444, 670, 1456]
- newspaper-name: روزنامہ پاک وطن: [389, 1585, 481, 1598]
- clip-number: جملہ نمبر 47: [107, 1842, 186, 1859]
- news-clip: [384, 4, 565, 353]
- clip-number: جملہ نمبر 22: [863, 1442, 942, 1459]
- clip-number: جملہ نمبر 36: [296, 7, 375, 24]
- news-clip: [194, 1329, 375, 1635]
- news-clip: [762, 4, 943, 405]
- clip-text: ریلوے کے نظام کو جدید خطوط پر استوار کرنے کے لیے نئے منصوبوں کا آغاز کیا گیا ہے۔ وفاقی وزیر ریلوے نے کہا کہ مسافروں کو بہتر سہولیات فراہم کرنے کے لیے نئی بوگیاں شامل کی جا رہی ہیں۔ انہوں نے کہا کہ 60 سے زائد اسٹیشنز کی تزئین و آرائش مکمل کی جا چکی ہے اور آن لائن ٹکٹنگ کا نظام متعارف کرایا گیا ہے۔ مال بردار گاڑیوں کی تعداد میں اضافے سے ریلوے کی آمدن بڑھی ہے۔: [384, 381, 565, 559]
- clip-text: محکمہ تعلیم نے صوبے بھر کے سرکاری اسکولوں میں داخلہ مہم شروع کر دی ہے۔ سیکرٹری تعلیم نے کہا کہ اسکول سے باہر بچوں کو تعلیمی اداروں میں لانا حکومت کا ہدف ہے۔ انہوں نے بتایا کہ اساتذہ کی بھرتی کا عمل جاری ہے اور اسکولوں میں بنیادی سہولیات فراہم کی جا رہی ہیں۔: [951, 1226, 1132, 1354]
- newspaper-name: روزنامہ پاک وطن: [1145, 588, 1237, 600]
- clip-text: آئی ٹی کے شعبے میں برآمدات میں ریکارڈ اضافہ ہوا ہے، وزارت آئی ٹی کے مطابق رواں مالی سال کے دوران آئی ٹی برآمدات میں نمایاں بہتری آئی ہے۔ وزیر مملکت برائے آئی ٹی نے کہا کہ 100 سے زائد نئی کمپنیوں نے پاکستان میں کام شروع کیا ہے۔ انہوں نے بتایا کہ 6535 نوجوانوں کو فری لانسنگ کی تربیت دی گئی ہے اور ملک بھر میں سافٹ ویئر ٹیکنالوجی پارکس قائم کیے جا رہے ہیں۔ انٹرنیٹ کی رفتار بہتر بنانے کے لیے فائیو جی سروس کی نیلامی کا عمل جلد مکمل ہوگا۔: [574, 771, 754, 981]
- newspaper-name: روزنامہ پاک وطن: [11, 1112, 103, 1124]
